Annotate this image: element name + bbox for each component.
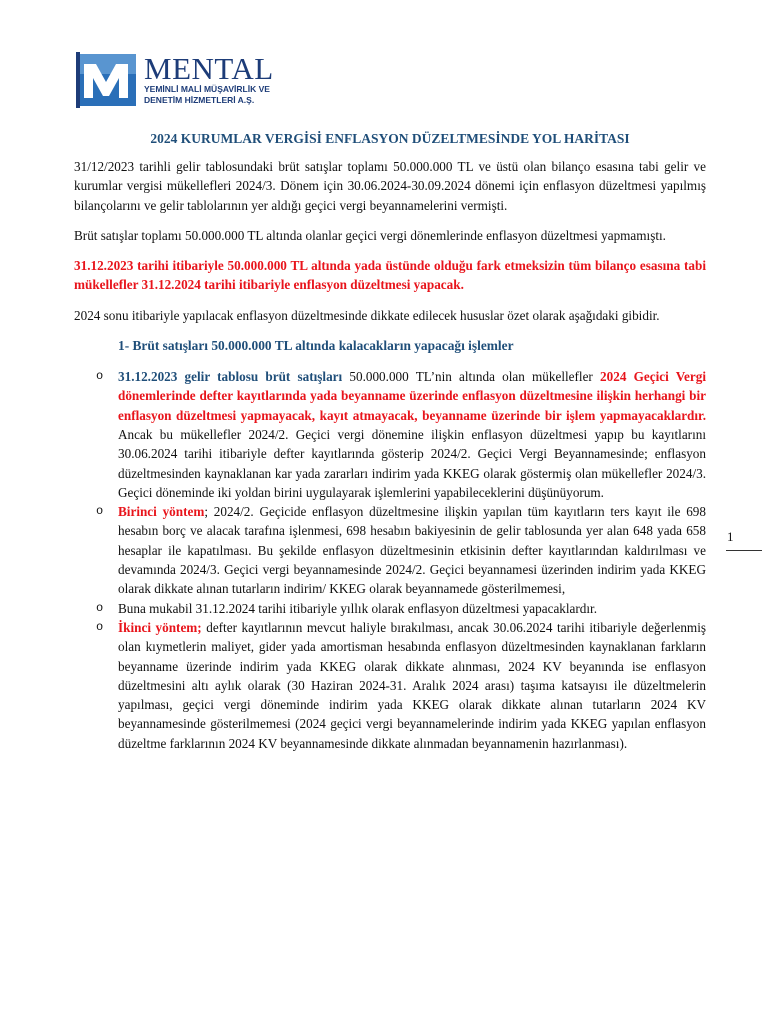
item-text: ; 2024/2. Geçicide enflasyon düzeltmesine ilişkin yapılan tüm kayıtların ters kayıt ile 698 hesabın borç ve alacak tarafına işlenmesi, 698 hesabın bakiyesinin de gelir tablosunda yer alan 648 yada 658 hesaplar ile kapatılması. Bu şekilde enflasyon düzeltmesinin etkisinin defter kayıtlarından kaldırılması ve devamında 2024/3. Geçici vergi beyannamesinde 2024/2. Geçici beyannamesi üzerinden indirim yada KKEG olarak dikkate alınan tutarların indirim/ KKEG olarak beyannamede gösterilmemesi, bbox=[118, 504, 706, 597]
item-text: 50.000.000 TL’nin altında olan mükellefler bbox=[342, 369, 601, 385]
bullet-icon: o bbox=[96, 369, 104, 384]
item-emphasis: 2024 Geçici Vergi dönemlerinde defter kayıtlarında yada beyanname üzerinde enflasyon düzeltmesine ilişkin herhangi bir enflasyon düzeltmesi yapmayacak, kayıt atmayacak, beyanname üzerinde bir işlem yapmayacaklardır. bbox=[118, 369, 706, 423]
page-number: 1 bbox=[727, 529, 734, 544]
bullet-icon: o bbox=[96, 600, 104, 615]
list-item bbox=[74, 502, 706, 598]
list-item bbox=[74, 618, 706, 753]
bullet-icon: o bbox=[96, 504, 104, 519]
document-body bbox=[74, 131, 706, 753]
bullet-icon: o bbox=[96, 619, 104, 634]
item-text: Buna mukabil 31.12.2024 tarihi itibariyle yıllık olarak enflasyon düzeltmesi yapacaklardır. bbox=[118, 600, 598, 616]
section-heading: 1- Brüt satışları 50.000.000 TL altında kalacakların yapacağı işlemler bbox=[118, 338, 514, 354]
item-emphasis: İkinci yöntem; bbox=[118, 619, 202, 635]
page-number-rule bbox=[726, 550, 762, 551]
item-text: Ancak bu mükellefler 2024/2. Geçici vergi dönemine ilişkin enflasyon düzeltmesi yapıp bu kayıtlarını 30.06.2024 tarihi itibariyle defter kayıtlarında gösterip 2024/2. Geçici Vergi Beyannamesinde; enflasyon düzeltmesinden kaynaklanan kar yada zararları indirim yada KKEG olarak göstermiş olan mükellefler 2024/3. Geçici döneminde iki yoldan birini uygulayarak işlemlerini yapabileceklerini düşünüyorum. bbox=[118, 426, 706, 500]
list-item bbox=[74, 599, 706, 618]
item-emphasis: Birinci yöntem bbox=[118, 504, 205, 520]
company-logo bbox=[76, 52, 296, 108]
procedure-list bbox=[74, 367, 706, 753]
item-text: defter kayıtlarının mevcut haliyle bırakılması, ancak 30.06.2024 tarihi itibariyle değerlenmiş olan kıymetlerin maliyet, gider yada amortisman hesabında enflasyon düzeltmesinden kaynaklanan farkların beyanname üzerinde indirim yada KKEG olarak dikkate alınması, 2024 KV beyanında ise enflasyon düzeltmesini altı aylık olarak (30 Haziran 2024-31. Aralık 2024 arası) taşıma katsayısı ile düzeltmelerin yapılması, geçici vergi döneminde indirim yada KKEG olarak dikkate alınan tutarların 2024 KV beyannamesinde gösterilmemesi (2024 geçici vergi beyannamelerinde indirim yada KKEG yapılan enflasyon düzeltme farklarının 2024 KV beyannamesinde dikkate alınmadan beyannamenin hazırlanması). bbox=[118, 619, 706, 751]
document-title: 2024 KURUMLAR VERGİSİ ENFLASYON DÜZELTMESİNDE YOL HARİTASI bbox=[150, 131, 630, 146]
logo-subtitle-line1: YEMİNLİ MALİ MÜŞAVİRLİK VE bbox=[144, 84, 270, 94]
item-lead: 31.12.2023 gelir tablosu brüt satışları bbox=[118, 369, 343, 385]
paragraph-highlight: 31.12.2023 tarihi itibariyle 50.000.000 TL altında yada üstünde olduğu fark etmeksizin tüm bilanço esasına tabi mükellefler 31.12.2024 tarihi itibariyle enflasyon düzeltmesi yapacak. bbox=[74, 258, 706, 293]
logo-name: MENTAL bbox=[144, 51, 274, 86]
logo-subtitle-line2: DENETİM HİZMETLERİ A.Ş. bbox=[144, 95, 255, 105]
paragraph-below-threshold: Brüt satışlar toplamı 50.000.000 TL altında olanlar geçici vergi dönemlerinde enflasyon düzeltmesi yapmamıştı. bbox=[74, 227, 666, 243]
paragraph-intro: 31/12/2023 tarihli gelir tablosundaki brüt satışlar toplamı 50.000.000 TL ve üstü olan bilanço esasına tabi gelir ve kurumlar vergisi mükellefleri 2024/3. Dönem için 30.06.2024-30.09.2024 dönemi için enflasyon düzeltmesi yapılmış bilançolarını ve gelir tablolarının yer aldığı geçici vergi beyannamelerini vermişti. bbox=[74, 159, 706, 213]
logo-m-mark-icon bbox=[76, 52, 138, 108]
paragraph-summary: 2024 sonu itibariyle yapılacak enflasyon düzeltmesinde dikkate edilecek hususlar özet olarak aşağıdaki gibidir. bbox=[74, 307, 660, 323]
list-item bbox=[74, 367, 706, 502]
